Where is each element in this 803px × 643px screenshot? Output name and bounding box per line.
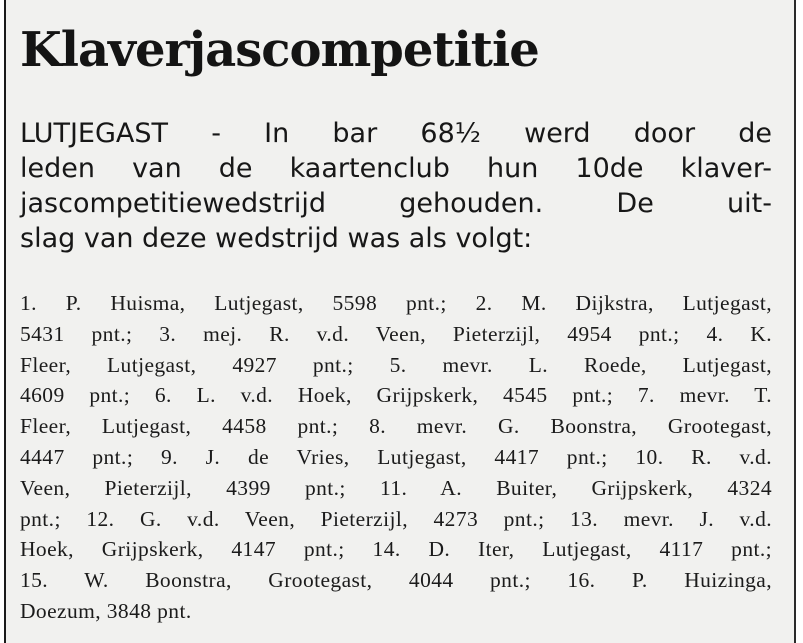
article-headline: Klaverjascompetitie bbox=[20, 22, 539, 78]
newspaper-clipping bbox=[4, 0, 796, 643]
results-line: 5431 pnt.; 3. mej. R. v.d. Veen, Pieterzijl, 4954 pnt.; 4. K. bbox=[20, 321, 772, 346]
results-line: 1. P. Huisma, Lutjegast, 5598 pnt.; 2. M. Dijkstra, Lutjegast, bbox=[20, 291, 772, 315]
results-line: 15. W. Boonstra, Grootegast, 4044 pnt.; 16. P. Huizinga, bbox=[20, 568, 772, 593]
results-line: Doezum, 3848 pnt. bbox=[20, 598, 192, 623]
lead-line: jascompetitiewedstrijd gehouden. De uit- bbox=[20, 188, 772, 219]
results-line: Fleer, Lutjegast, 4927 pnt.; 5. mevr. L. Roede, Lutjegast, bbox=[20, 352, 772, 377]
results-line: Hoek, Grijpskerk, 4147 pnt.; 14. D. Iter, Lutjegast, 4117 pnt.; bbox=[20, 537, 772, 562]
results-line: Veen, Pieterzijl, 4399 pnt.; 11. A. Buiter, Grijpskerk, 4324 bbox=[20, 475, 772, 500]
article-results bbox=[20, 288, 772, 627]
article-lead bbox=[20, 116, 772, 256]
lead-line: LUTJEGAST - In bar 68½ werd door de bbox=[20, 118, 772, 149]
lead-line: leden van de kaartenclub hun 10de klaver- bbox=[20, 153, 772, 184]
results-line: 4447 pnt.; 9. J. de Vries, Lutjegast, 4417 pnt.; 10. R. v.d. bbox=[20, 444, 772, 469]
results-line: Fleer, Lutjegast, 4458 pnt.; 8. mevr. G. Boonstra, Grootegast, bbox=[20, 414, 772, 439]
lead-line: slag van deze wedstrijd was als volgt: bbox=[20, 223, 533, 254]
results-line: 4609 pnt.; 6. L. v.d. Hoek, Grijpskerk, 4545 pnt.; 7. mevr. T. bbox=[20, 383, 772, 408]
results-line: pnt.; 12. G. v.d. Veen, Pieterzijl, 4273 pnt.; 13. mevr. J. v.d. bbox=[20, 506, 772, 531]
